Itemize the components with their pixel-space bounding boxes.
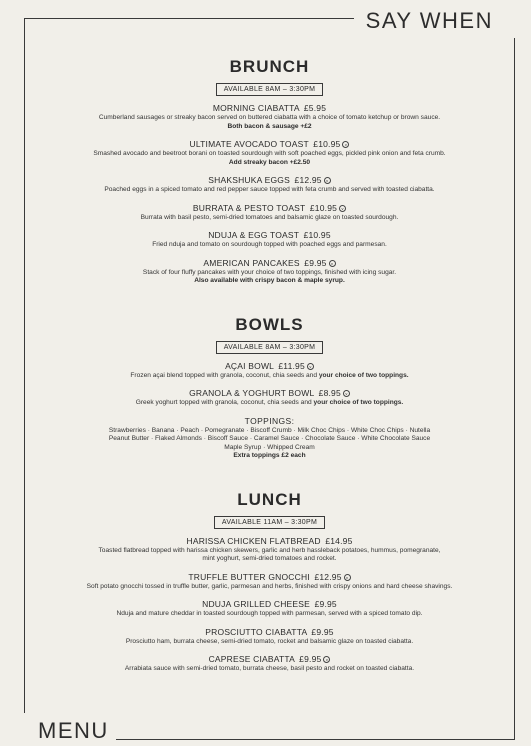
item-title [25, 175, 514, 186]
item-title [25, 139, 514, 150]
item-price: £11.95 [278, 360, 305, 371]
toppings-line-3: Maple Syrup · Whipped Cream [224, 443, 315, 451]
toppings-title: TOPPINGS: [244, 415, 295, 426]
item-description: Smashed avocado and beetroot borani on toasted sourdough with soft poached eggs, pickled pink onion and feta crumb. [93, 150, 446, 157]
item-price: £14.95 [325, 535, 353, 546]
brunch-section [25, 56, 514, 286]
section-title-bowls: BOWLS [235, 314, 304, 334]
item-title [25, 203, 514, 214]
menu-item-morning-ciabatta [25, 103, 514, 131]
menu-item-nduja-egg-toast [25, 230, 514, 250]
item-extra: Both bacon & sausage +£2 [227, 122, 312, 130]
menu-item-american-pancakes [25, 258, 514, 286]
item-extra: Add streaky bacon +£2.50 [228, 158, 311, 166]
frame-top-line [24, 18, 354, 19]
toppings-line-2: Peanut Butter · Flaked Almonds · Biscoff Sauce · Caramel Sauce · Chocolate Sauce · White Chocolate Sauce [108, 435, 431, 442]
item-name: PROSCIUTTO CIABATTA [205, 626, 307, 637]
item-title [25, 599, 514, 610]
item-description: Stack of four fluffy pancakes with your choice of two toppings, finished with icing sugar. [142, 268, 397, 276]
item-description: Soft potato gnocchi tossed in truffle butter, garlic, parmesan and herbs, finished with crispy onions and hard cheese shavings. [86, 582, 453, 590]
toppings-extra: Extra toppings £2 each [233, 452, 306, 459]
item-price: £5.95 [303, 103, 327, 113]
menu-item-harissa-flatbread [25, 536, 514, 564]
item-title [25, 388, 514, 399]
item-title [25, 627, 514, 638]
vegetarian-icon: v [344, 574, 351, 581]
lunch-section [25, 489, 514, 674]
item-name: GRANOLA & YOGHURT BOWL [189, 388, 315, 398]
item-name: ULTIMATE AVOCADO TOAST [189, 139, 309, 149]
section-spacer [25, 294, 514, 314]
vegetarian-icon: v [342, 141, 349, 148]
menu-item-shakshuka [25, 175, 514, 195]
section-spacer [25, 469, 514, 489]
item-price: £9.95 [299, 654, 322, 664]
item-name: AÇAI BOWL [225, 360, 274, 371]
item-name: BURRATA & PESTO TOAST [192, 202, 306, 213]
menu-item-nduja-grilled-cheese [25, 599, 514, 619]
item-description-bold: your choice of two toppings. [318, 371, 409, 379]
item-name: NDUJA GRILLED CHEESE [202, 599, 311, 609]
item-description: Toasted flatbread topped with harissa chicken skewers, garlic and herb hassleback potatoes, hummus, pomegranate, mint yoghurt, semi-dried tomatoes and rocket. [98, 546, 441, 562]
frame-right-line [514, 38, 515, 740]
menu-item-truffle-gnocchi [25, 572, 514, 592]
section-title-lunch: LUNCH [237, 489, 302, 509]
item-price: £12.95 [314, 571, 342, 582]
item-description: Prosciutto ham, burrata cheese, semi-dried tomato, rocket and balsamic glaze on toasted ciabatta. [125, 637, 414, 645]
item-name: MORNING CIABATTA [212, 103, 300, 113]
item-extra: Also available with crispy bacon & maple syrup. [194, 277, 345, 284]
menu-item-granola-bowl [25, 388, 514, 408]
toppings-block [25, 416, 514, 461]
menu-content [25, 56, 514, 682]
item-description: Nduja and mature cheddar in toasted sourdough topped with parmesan, served with a spiced tomato dip. [116, 610, 423, 617]
item-title [25, 536, 514, 547]
item-description-bold: your choice of two toppings. [313, 399, 404, 406]
item-title [25, 258, 514, 269]
item-price: £9.95 [314, 599, 337, 609]
item-price: £10.95 [313, 139, 341, 149]
vegetarian-icon: v [323, 656, 330, 663]
item-description [25, 399, 514, 408]
brand-name: SAY WHEN [365, 8, 493, 33]
toppings-line-1: Strawberries · Banana · Peach · Pomegranate · Biscoff Crumb · Milk Choc Chips · White Choc Chips · Nutella [108, 426, 431, 434]
item-price: £10.95 [303, 230, 331, 240]
item-price: £10.95 [309, 202, 338, 213]
vegetarian-icon: v [343, 390, 350, 397]
item-name: NDUJA & EGG TOAST [208, 230, 300, 240]
vegetarian-icon: v [324, 177, 331, 184]
menu-item-prosciutto-ciabatta [25, 627, 514, 647]
item-name: CAPRESE CIABATTA [208, 654, 295, 664]
item-description: Arrabiata sauce with semi-dried tomato, burrata cheese, basil pesto and rocket on toasted ciabatta. [124, 665, 415, 672]
bowls-availability: AVAILABLE 8AM – 3:30PM [216, 341, 324, 354]
menu-item-caprese-ciabatta [25, 654, 514, 674]
menu-item-burrata-toast [25, 203, 514, 223]
item-title [25, 230, 514, 241]
item-price: £12.95 [294, 175, 322, 185]
item-description [25, 372, 514, 381]
item-name: HARISSA CHICKEN FLATBREAD [186, 535, 321, 546]
item-title [25, 654, 514, 665]
item-description-text: Greek yoghurt topped with granola, coconut, chia seeds and [135, 399, 314, 406]
section-title-brunch: BRUNCH [229, 57, 310, 76]
item-name: TRUFFLE BUTTER GNOCCHI [188, 571, 310, 582]
item-price: £8.95 [318, 388, 341, 398]
item-description: Poached eggs in a spiced tomato and red pepper sauce topped with feta crumb and served with toasted ciabatta. [104, 186, 435, 193]
item-name: SHAKSHUKA EGGS [208, 175, 290, 185]
item-name: AMERICAN PANCAKES [203, 257, 300, 268]
vegetarian-icon: v [329, 260, 336, 267]
vegetarian-icon: v [339, 205, 346, 212]
item-title [25, 103, 514, 114]
item-description: Cumberland sausages or streaky bacon served on buttered ciabatta with a choice of tomato ketchup or brown sauce. [98, 114, 441, 121]
brunch-availability: AVAILABLE 8AM – 3:30PM [216, 83, 324, 96]
menu-label: MENU [38, 718, 109, 743]
frame-bottom-line [116, 739, 515, 740]
item-title [25, 572, 514, 583]
menu-item-acai-bowl [25, 361, 514, 381]
item-description-text: Frozen açai blend topped with granola, coconut, chia seeds and [130, 371, 319, 379]
vegetarian-icon: v [307, 363, 314, 370]
item-title [25, 361, 514, 372]
item-price: £9.95 [304, 257, 327, 268]
item-description: Fried nduja and tomato on sourdough topped with poached eggs and parmesan. [152, 241, 387, 248]
menu-item-avocado-toast [25, 139, 514, 167]
item-price: £9.95 [311, 626, 334, 637]
bowls-section [25, 314, 514, 461]
lunch-availability: AVAILABLE 11AM – 3:30PM [214, 516, 325, 529]
item-description: Burrata with basil pesto, semi-dried tomatoes and balsamic glaze on toasted sourdough. [140, 213, 399, 221]
